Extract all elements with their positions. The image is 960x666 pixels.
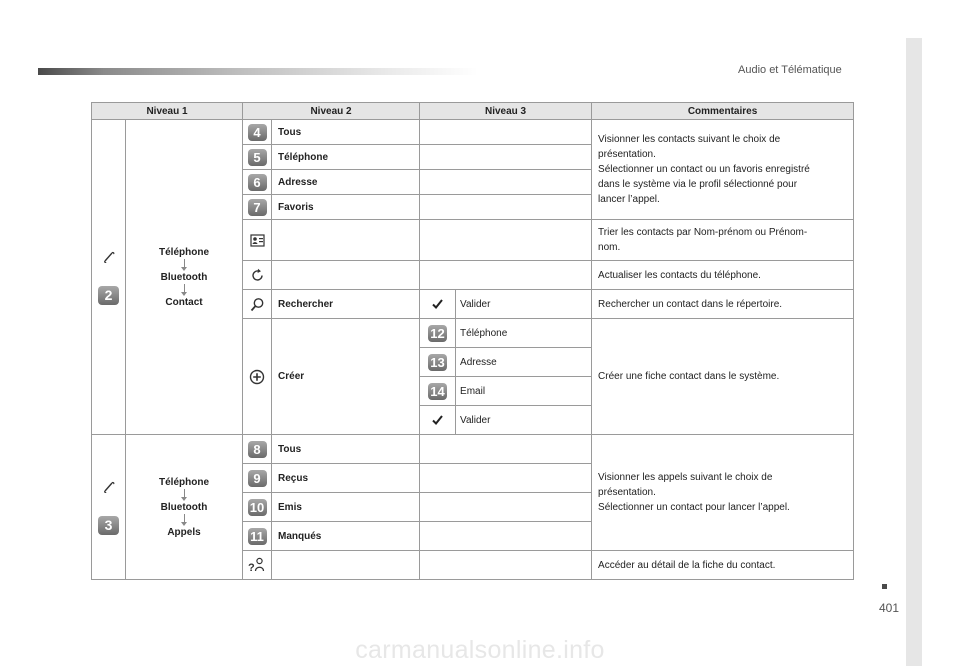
- comment-line: présentation.: [598, 487, 656, 498]
- comment-cell: [592, 220, 854, 261]
- chain-arrow: [126, 514, 242, 526]
- person-question-icon: [248, 557, 266, 573]
- comment-cell: Actualiser les contacts du téléphone.: [592, 261, 854, 290]
- level3-empty: [420, 464, 592, 493]
- column-header: Niveau 2: [243, 103, 420, 120]
- header-gradient-bar: [38, 68, 478, 75]
- refresh-icon: [250, 268, 265, 283]
- plus-circle-icon: [249, 369, 265, 385]
- menu-badge: 9: [248, 470, 267, 487]
- level3-empty: [420, 261, 592, 290]
- level2-label: Rechercher: [272, 290, 420, 319]
- chain-item: Bluetooth: [160, 501, 208, 513]
- level2-empty: [272, 220, 420, 261]
- menu-badge: 12: [428, 325, 447, 342]
- level2-label: Tous: [272, 120, 420, 145]
- icon-cell: [243, 551, 272, 580]
- menu-table: [91, 102, 854, 580]
- level2-label: Favoris: [272, 195, 420, 220]
- page-side-strip: [906, 38, 922, 666]
- menu-badge: 6: [248, 174, 267, 191]
- level3-empty: [420, 435, 592, 464]
- comment-line: présentation.: [598, 149, 656, 160]
- level2-label: Emis: [272, 493, 420, 522]
- chain-item: Contact: [165, 296, 203, 308]
- comment-cell: Rechercher un contact dans le répertoire.: [592, 290, 854, 319]
- level3-empty: [420, 145, 592, 170]
- chain-item: Appels: [167, 526, 201, 538]
- icon-cell: [243, 290, 272, 319]
- level3-label: Adresse: [456, 348, 592, 377]
- level2-label: Tous: [272, 435, 420, 464]
- comment-cell: [592, 435, 854, 551]
- badge-cell: [243, 522, 272, 551]
- chain-item: Bluetooth: [160, 271, 208, 283]
- level2-label: Manqués: [272, 522, 420, 551]
- comment-line: Visionner les contacts suivant le choix de: [598, 134, 781, 145]
- column-header: Niveau 3: [420, 103, 592, 120]
- chain-item: Téléphone: [159, 476, 210, 488]
- icon-cell: [243, 220, 272, 261]
- badge-cell: [243, 435, 272, 464]
- badge-cell: [243, 493, 272, 522]
- menu-badge: 4: [248, 124, 267, 141]
- comment-line: Visionner les appels suivant le choix de: [598, 472, 773, 483]
- level2-label: Téléphone: [272, 145, 420, 170]
- badge-cell: [243, 120, 272, 145]
- level3-empty: [420, 170, 592, 195]
- level3-label: Valider: [456, 290, 592, 319]
- magnifier-icon: [250, 297, 265, 312]
- level3-empty: [420, 493, 592, 522]
- level1-icon-cell: [92, 435, 126, 580]
- menu-badge: 2: [98, 286, 119, 305]
- checkmark-icon: [432, 415, 443, 425]
- contact-card-icon: [250, 234, 265, 247]
- level3-label: Email: [456, 377, 592, 406]
- icon-cell: [420, 290, 456, 319]
- phone-handset-icon: [102, 480, 116, 494]
- level3-label: Téléphone: [456, 319, 592, 348]
- level3-empty: [420, 195, 592, 220]
- badge-cell: [243, 195, 272, 220]
- menu-badge: 14: [428, 383, 447, 400]
- chain-item: Téléphone: [159, 246, 210, 258]
- section-title: Audio et Télématique: [738, 64, 842, 76]
- badge-cell: [243, 170, 272, 195]
- level1-icon-cell: [92, 120, 126, 435]
- level1-chain-cell: [126, 435, 243, 580]
- level3-empty: [420, 220, 592, 261]
- page-marker: [882, 584, 887, 589]
- menu-badge: 5: [248, 149, 267, 166]
- level3-label: Valider: [456, 406, 592, 435]
- level3-empty: [420, 551, 592, 580]
- comment-cell: Accéder au détail de la fiche du contact.: [592, 551, 854, 580]
- level2-empty: [272, 551, 420, 580]
- table-header-row: [92, 103, 854, 120]
- menu-badge: 11: [248, 528, 267, 545]
- svg-text:?: ?: [248, 562, 255, 573]
- level3-empty: [420, 522, 592, 551]
- comment-line: Sélectionner un contact ou un favoris enregistré: [598, 164, 810, 175]
- table-row: [92, 435, 854, 464]
- badge-cell: [420, 348, 456, 377]
- level2-label: Reçus: [272, 464, 420, 493]
- comment-line: Sélectionner un contact pour lancer l’appel.: [598, 502, 790, 513]
- badge-cell: [420, 319, 456, 348]
- menu-badge: 7: [248, 199, 267, 216]
- level3-empty: [420, 120, 592, 145]
- level1-chain-cell: [126, 120, 243, 435]
- checkmark-icon: [432, 299, 443, 309]
- level2-empty: [272, 261, 420, 290]
- chain-arrow: [126, 489, 242, 501]
- menu-badge: 3: [98, 516, 119, 535]
- level2-label: Adresse: [272, 170, 420, 195]
- icon-cell: [420, 406, 456, 435]
- comment-line: lancer l’appel.: [598, 194, 660, 205]
- comment-cell: [592, 120, 854, 220]
- level2-label: Créer: [272, 319, 420, 435]
- column-header: Commentaires: [592, 103, 854, 120]
- watermark: carmanualsonline.info: [355, 636, 605, 664]
- badge-cell: [243, 145, 272, 170]
- icon-cell: [243, 319, 272, 435]
- comment-line: nom.: [598, 242, 621, 253]
- column-header: Niveau 1: [92, 103, 243, 120]
- badge-cell: [420, 377, 456, 406]
- phone-handset-icon: [102, 250, 116, 264]
- chain-arrow: [126, 284, 242, 296]
- menu-badge: 10: [248, 499, 267, 516]
- comment-line: dans le système via le profil sélectionné pour: [598, 179, 798, 190]
- table-row: [92, 120, 854, 145]
- comment-line: Trier les contacts par Nom-prénom ou Prénom-: [598, 227, 808, 238]
- badge-cell: [243, 464, 272, 493]
- chain-arrow: [126, 259, 242, 271]
- comment-cell: Créer une fiche contact dans le système.: [592, 319, 854, 435]
- menu-badge: 8: [248, 441, 267, 458]
- menu-badge: 13: [428, 354, 447, 371]
- icon-cell: [243, 261, 272, 290]
- page-number: 401: [879, 601, 900, 615]
